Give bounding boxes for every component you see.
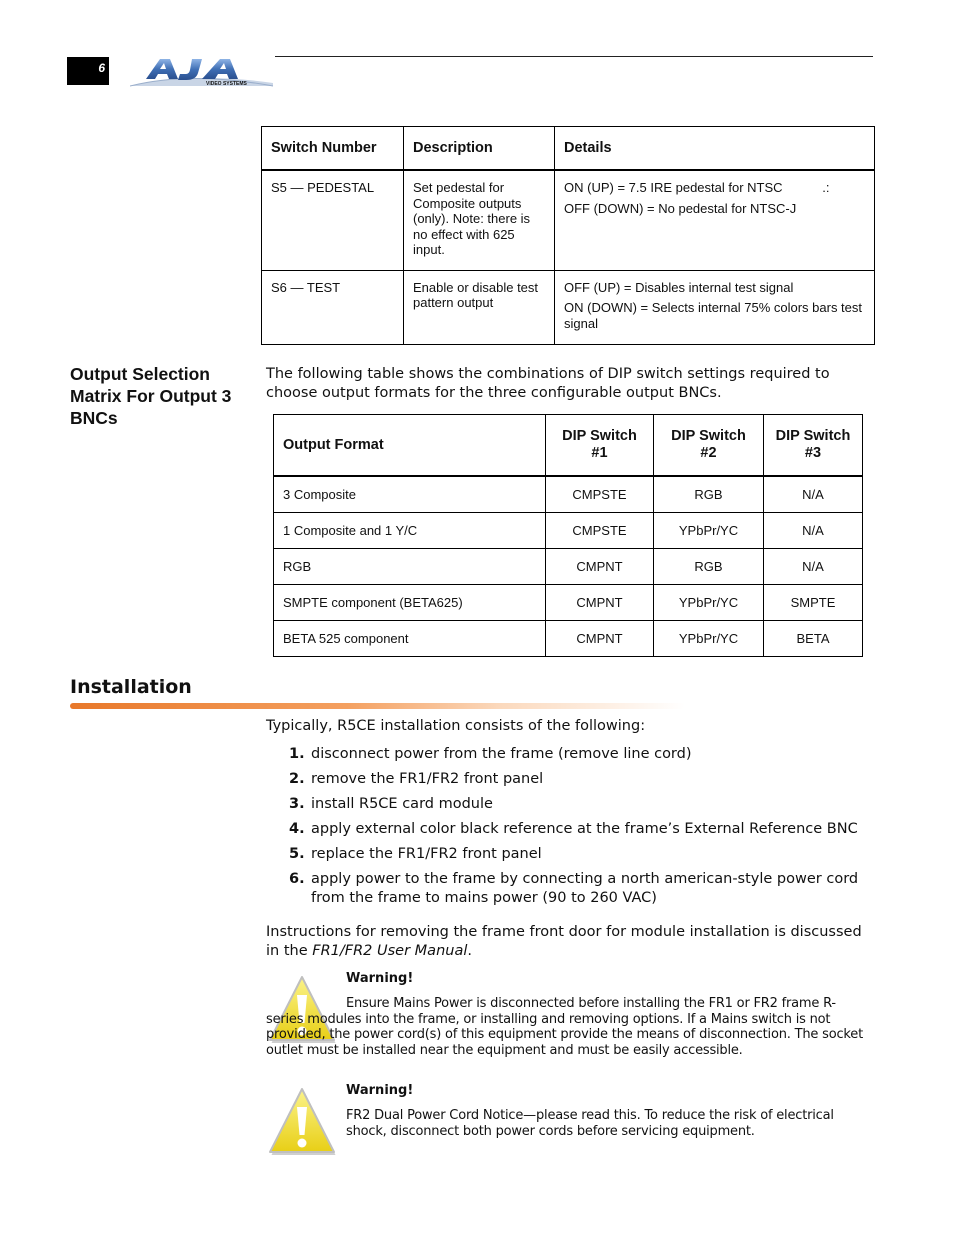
table-cell: BETA (764, 621, 863, 657)
switch-settings-table (261, 126, 875, 345)
step-text: install R5CE card module (311, 796, 493, 812)
warning-title: Warning! (346, 1083, 414, 1098)
column-header: Description (404, 127, 555, 171)
column-header: DIP Switch #1 (546, 415, 654, 477)
column-header: Switch Number (262, 127, 404, 171)
table-row (274, 585, 863, 621)
table-cell: 3 Composite (274, 476, 546, 513)
warning-text: Ensure Mains Power is disconnected before installing the FR1 or FR2 frame R-series modules into the frame, or installing and removing options. If a Mains switch is not provided, the power cord(s) of this equipment provide the means of disconnection. The socket outlet must be installed near the equipment and must be easily accessible. (266, 996, 863, 1058)
step-number: 1. (289, 746, 305, 762)
logo-subtext: VIDEO SYSTEMS (206, 81, 247, 87)
step-number: 5. (289, 846, 305, 862)
list-item (266, 770, 866, 789)
column-header: DIP Switch #2 (654, 415, 764, 477)
section-rule (70, 703, 685, 709)
table-cell: CMPNT (546, 621, 654, 657)
page-number: 6 (98, 61, 105, 75)
table-cell: RGB (654, 549, 764, 585)
table-header-row (262, 127, 875, 171)
installation-steps (266, 745, 866, 914)
table-row (262, 270, 875, 345)
output-intro-paragraph: The following table shows the combinations of DIP switch settings required to choose output formats for the three configurable output BNCs. (266, 366, 830, 401)
table-cell: SMPTE component (BETA625) (274, 585, 546, 621)
column-header: Output Format (274, 415, 546, 477)
table-cell: BETA 525 component (274, 621, 546, 657)
switch-cell: S5 — PEDESTAL (262, 170, 404, 270)
column-header: DIP Switch #3 (764, 415, 863, 477)
step-text: remove the FR1/FR2 front panel (311, 771, 544, 787)
list-item (266, 795, 866, 814)
details-line: OFF (DOWN) = No pedestal for NTSC-J (564, 200, 797, 216)
table-cell: RGB (274, 549, 546, 585)
step-number: 3. (289, 796, 305, 812)
list-item (266, 820, 866, 839)
step-text: disconnect power from the frame (remove line cord) (311, 746, 692, 762)
header-rule (275, 56, 873, 57)
table-row (274, 621, 863, 657)
list-item (266, 870, 866, 908)
step-number: 2. (289, 771, 305, 787)
instructions-paragraph (266, 923, 870, 961)
details-line: ON (UP) = 7.5 IRE pedestal for NTSC .: (564, 180, 830, 195)
section-heading-output-selection: Output Selection Matrix For Output 3 BNCs (70, 364, 232, 428)
table-cell: YPbPr/YC (654, 621, 764, 657)
warning-text: FR2 Dual Power Cord Notice—please read this. To reduce the risk of electrical shock, disconnect both power cords before servicing equipment. (346, 1108, 834, 1139)
list-item (266, 745, 866, 764)
table-row (274, 513, 863, 549)
column-header: Details (555, 127, 875, 171)
table-cell: N/A (764, 476, 863, 513)
details-cell (555, 170, 875, 270)
description-cell: Enable or disable test pattern output (404, 270, 555, 345)
step-number: 4. (289, 821, 305, 837)
table-cell: YPbPr/YC (654, 585, 764, 621)
table-cell: CMPNT (546, 549, 654, 585)
step-text: apply power to the frame by connecting a north american-style power cord from the frame to mains power (90 to 260 VAC) (311, 871, 859, 906)
list-item (266, 845, 866, 864)
warning-title: Warning! (346, 971, 414, 986)
table-cell: CMPNT (546, 585, 654, 621)
table-row (262, 170, 875, 270)
section-heading-installation: Installation (70, 676, 192, 698)
table-cell: RGB (654, 476, 764, 513)
output-format-table (273, 414, 863, 657)
table-row (274, 549, 863, 585)
table-cell: 1 Composite and 1 Y/C (274, 513, 546, 549)
step-number: 6. (289, 871, 305, 887)
table-cell: CMPSTE (546, 513, 654, 549)
details-line: ON (DOWN) = Selects internal 75% colors bars test signal (564, 300, 863, 331)
installation-intro: Typically, R5CE installation consists of the following: (266, 718, 646, 734)
table-cell: N/A (764, 549, 863, 585)
table-cell: N/A (764, 513, 863, 549)
instructions-prefix: Instructions for removing the frame front door for module installation is discussed in the (266, 924, 862, 959)
warning-triangle-icon (267, 1087, 337, 1157)
step-text: replace the FR1/FR2 front panel (311, 846, 542, 862)
switch-cell: S6 — TEST (262, 270, 404, 345)
page-number-box (67, 57, 109, 85)
table-cell: YPbPr/YC (654, 513, 764, 549)
table-cell: CMPSTE (546, 476, 654, 513)
details-line: OFF (UP) = Disables internal test signal (564, 279, 794, 295)
table-row (274, 476, 863, 513)
details-cell (555, 270, 875, 345)
description-cell: Set pedestal for Composite outputs (only). Note: there is no effect with 625 input. (404, 170, 555, 270)
table-header-row (274, 415, 863, 477)
manual-title: FR1/FR2 User Manual (312, 943, 468, 959)
instructions-suffix: . (467, 943, 472, 959)
table-cell: SMPTE (764, 585, 863, 621)
aja-logo (130, 55, 275, 88)
step-text: apply external color black reference at the frame’s External Reference BNC (311, 821, 858, 837)
